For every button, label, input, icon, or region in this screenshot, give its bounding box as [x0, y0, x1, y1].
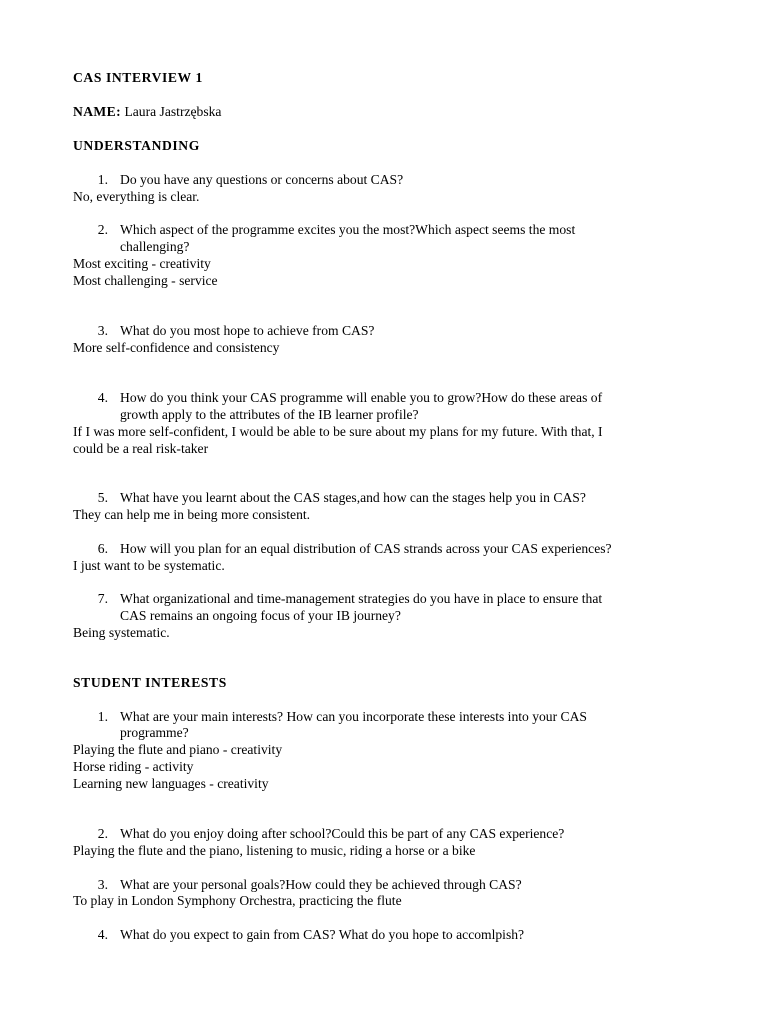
- question-text: What have you learnt about the CAS stages,and how can the stages help you in CAS?: [120, 490, 586, 505]
- answer-text: To play in London Symphony Orchestra, practicing the flute: [73, 893, 402, 908]
- question-text: CAS remains an ongoing focus of your IB journey?: [120, 608, 401, 623]
- question-number: 2.: [97, 222, 108, 237]
- question-text: What do you most hope to achieve from CAS?: [120, 323, 375, 338]
- question-text: What are your personal goals?How could they be achieved through CAS?: [120, 877, 522, 892]
- answer-text: Playing the flute and piano - creativity: [73, 742, 283, 757]
- question-text: challenging?: [120, 239, 190, 254]
- section-heading-student-interests: STUDENT INTERESTS: [73, 675, 227, 690]
- question-number: 2.: [97, 826, 108, 841]
- name-value: Laura Jastrzębska: [124, 104, 222, 119]
- answer-text: I just want to be systematic.: [73, 558, 225, 573]
- question-text: growth apply to the attributes of the IB learner profile?: [120, 407, 419, 422]
- answer-text: They can help me in being more consistent.: [73, 507, 311, 522]
- document-title: CAS INTERVIEW 1: [73, 70, 203, 85]
- question-number: 7.: [97, 591, 108, 606]
- question-text: Do you have any questions or concerns about CAS?: [120, 172, 404, 187]
- question-number: 5.: [97, 490, 108, 505]
- question-number: 4.: [97, 927, 108, 942]
- answer-text: Being systematic.: [73, 625, 170, 640]
- question-number: 3.: [97, 877, 108, 892]
- question-number: 6.: [97, 541, 108, 556]
- question-number: 4.: [97, 390, 108, 405]
- answer-text: If I was more self-confident, I would be able to be sure about my plans for my future. With that, I: [73, 424, 603, 439]
- question-text: What do you enjoy doing after school?Could this be part of any CAS experience?: [120, 826, 565, 841]
- answer-text: Most exciting - creativity: [73, 256, 211, 271]
- question-text: How will you plan for an equal distribution of CAS strands across your CAS experiences?: [120, 541, 612, 556]
- name-line: [73, 103, 221, 120]
- question-number: 1.: [97, 172, 108, 187]
- answer-text: Playing the flute and the piano, listening to music, riding a horse or a bike: [73, 843, 476, 858]
- question-text: What organizational and time-management strategies do you have in place to ensure that: [120, 591, 603, 606]
- answer-text: More self-confidence and consistency: [73, 340, 280, 355]
- answer-text: could be a real risk-taker: [73, 441, 209, 456]
- question-text: programme?: [120, 725, 189, 740]
- section-heading-understanding: UNDERSTANDING: [73, 138, 200, 153]
- question-text: What are your main interests? How can you incorporate these interests into your CAS: [120, 709, 587, 724]
- question-number: 1.: [97, 709, 108, 724]
- answer-text: No, everything is clear.: [73, 189, 200, 204]
- question-number: 3.: [97, 323, 108, 338]
- answer-text: Learning new languages - creativity: [73, 776, 269, 791]
- answer-text: Horse riding - activity: [73, 759, 194, 774]
- name-label: NAME:: [73, 104, 122, 119]
- question-text: What do you expect to gain from CAS? What do you hope to accomlpish?: [120, 927, 525, 942]
- answer-text: Most challenging - service: [73, 273, 218, 288]
- question-text: How do you think your CAS programme will enable you to grow?How do these areas of: [120, 390, 603, 405]
- question-text: Which aspect of the programme excites you the most?Which aspect seems the most: [120, 222, 576, 237]
